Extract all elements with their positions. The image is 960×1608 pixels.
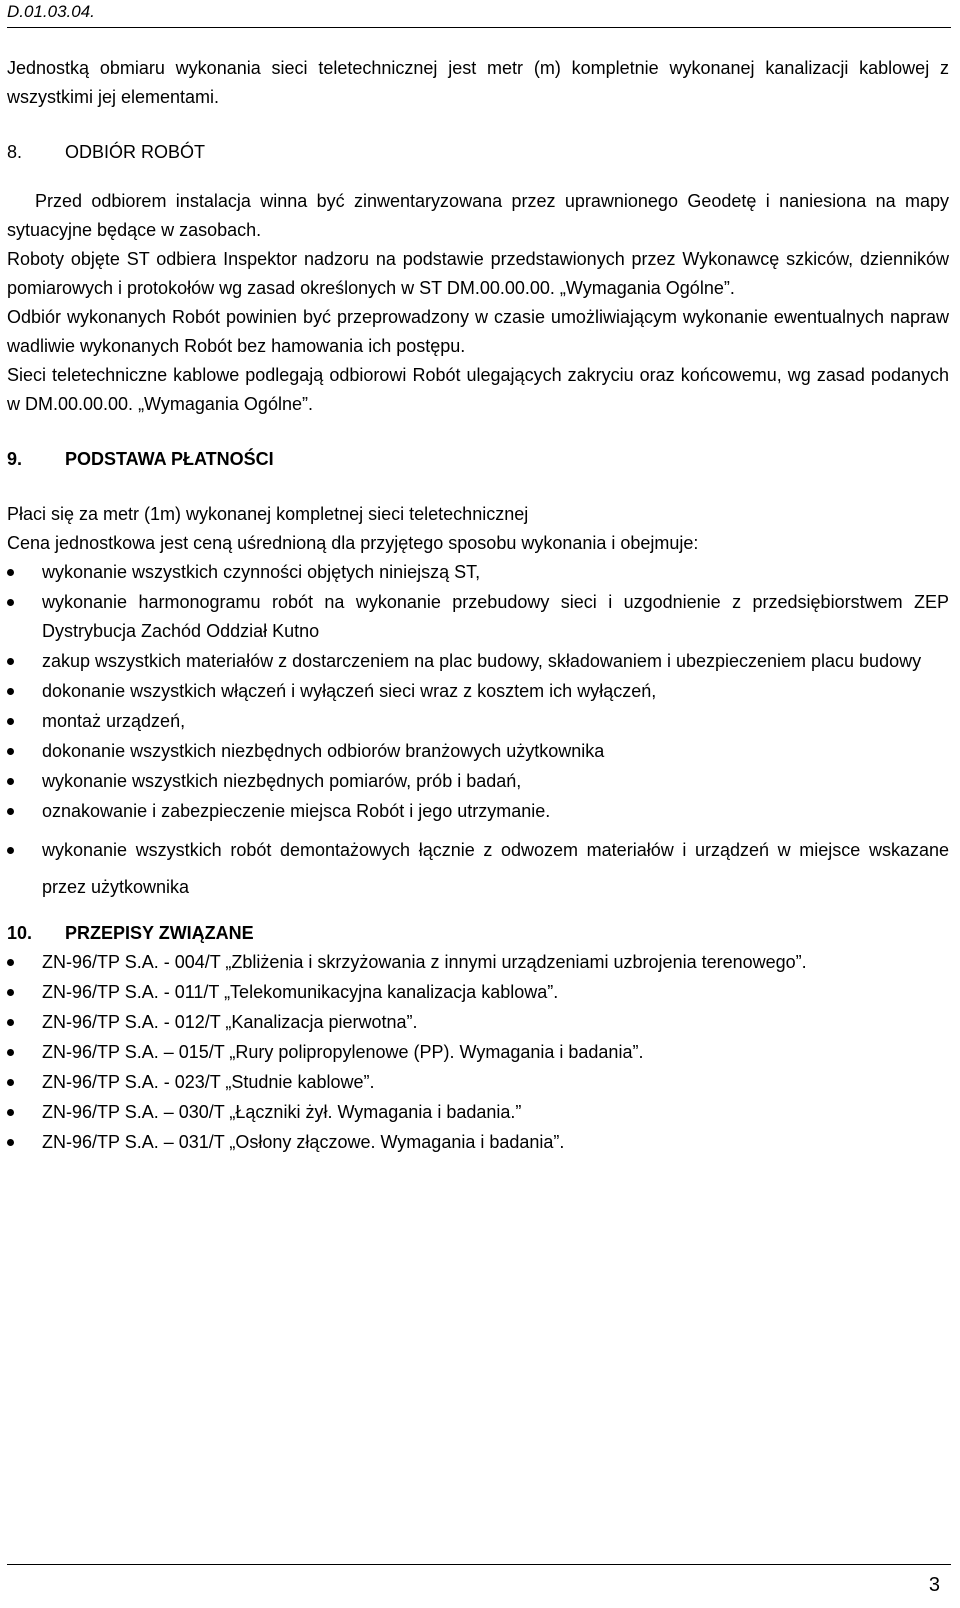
section-8-number: 8. (7, 142, 23, 162)
section-10-number: 10. (7, 923, 33, 943)
list-item: ZN-96/TP S.A. – 031/T „Osłony złączowe. Wymagania i badania”. (7, 1128, 949, 1157)
footer-divider (7, 1564, 951, 1565)
section-9-cost-items (7, 558, 949, 906)
list-item: ZN-96/TP S.A. - 011/T „Telekomunikacyjna kanalizacja kablowa”. (7, 978, 949, 1007)
bullet-icon (7, 1139, 14, 1146)
bullet-icon (7, 718, 14, 725)
list-item: ZN-96/TP S.A. - 004/T „Zbliżenia i skrzyżowania z innymi urządzeniami uzbrojenia terenowego”. (7, 948, 949, 977)
bullet-icon (7, 989, 14, 996)
list-item: wykonanie harmonogramu robót na wykonanie przebudowy sieci i uzgodnienie z przedsiębiorstwem ZEP Dystrybucja Zachód Oddział Kutno (7, 588, 949, 646)
section-8-paragraph-4: Sieci teletechniczne kablowe podlegają odbiorowi Robót ulegających zakryciu oraz końcowemu, wg zasad podanych w DM.00.00.00. „Wymagania Ogólne”. (7, 365, 949, 414)
list-item: ZN-96/TP S.A. – 015/T „Rury polipropylenowe (PP). Wymagania i badania”. (7, 1038, 949, 1067)
list-item: ZN-96/TP S.A. - 023/T „Studnie kablowe”. (7, 1068, 949, 1097)
bullet-icon (7, 658, 14, 665)
bullet-icon (7, 847, 14, 854)
bullet-icon (7, 1079, 14, 1086)
list-item: ZN-96/TP S.A. – 030/T „Łączniki żył. Wymagania i badania.” (7, 1098, 949, 1127)
list-item: zakup wszystkich materiałów z dostarczeniem na plac budowy, składowaniem i ubezpieczeniem placu budowy (7, 647, 949, 676)
bullet-icon (7, 748, 14, 755)
list-item: wykonanie wszystkich niezbędnych pomiarów, prób i badań, (7, 767, 949, 796)
list-item: dokonanie wszystkich włączeń i wyłączeń sieci wraz z kosztem ich wyłączeń, (7, 677, 949, 706)
bullet-icon (7, 1049, 14, 1056)
bullet-icon (7, 808, 14, 815)
section-8-title: ODBIÓR ROBÓT (65, 142, 206, 162)
bullet-icon (7, 688, 14, 695)
bullet-icon (7, 1109, 14, 1116)
list-item: wykonanie wszystkich robót demontażowych łącznie z odwozem materiałów i urządzeń w miejsce wskazane przez użytkownika (7, 832, 949, 906)
section-9-paragraph-1: Płaci się za metr (1m) wykonanej kompletnej sieci teletechnicznej (7, 504, 529, 524)
section-8-paragraph-1: Przed odbiorem instalacja winna być zinwentaryzowana przez uprawnionego Geodetę i naniesiona na mapy sytuacyjne będące w zasobach. (7, 191, 949, 240)
section-8-paragraph-2: Roboty objęte ST odbiera Inspektor nadzoru na podstawie przedstawionych przez Wykonawcę szkiców, dzienników pomiarowych i protokołów wg zasad określonych w ST DM.00.00.00. „Wymagania Ogólne”. (7, 249, 949, 298)
section-10-heading (7, 919, 949, 948)
section-10-title: PRZEPISY ZWIĄZANE (65, 923, 254, 943)
page-header (7, 0, 951, 28)
document-code: D.01.03.04. (7, 2, 95, 21)
section-9-paragraph-2: Cena jednostkowa jest ceną uśrednioną dla przyjętego sposobu wykonania i obejmuje: (7, 533, 699, 553)
bullet-icon (7, 599, 14, 606)
intro-paragraph: Jednostką obmiaru wykonania sieci teletechnicznej jest metr (m) kompletnie wykonanej kanalizacji kablowej z wszystkimi jej elementami. (7, 58, 949, 107)
bullet-icon (7, 778, 14, 785)
bullet-icon (7, 1019, 14, 1026)
section-9-heading (7, 445, 949, 474)
list-item: wykonanie wszystkich czynności objętych niniejszą ST, (7, 558, 949, 587)
page-content (7, 54, 949, 1158)
section-8-heading (7, 138, 949, 167)
list-item: ZN-96/TP S.A. - 012/T „Kanalizacja pierwotna”. (7, 1008, 949, 1037)
page-number: 3 (928, 1574, 940, 1596)
list-item: oznakowanie i zabezpieczenie miejsca Robót i jego utrzymanie. (7, 797, 949, 826)
bullet-icon (7, 569, 14, 576)
section-9-number: 9. (7, 449, 23, 469)
section-9-title: PODSTAWA PŁATNOŚCI (65, 449, 274, 469)
section-8-paragraph-3: Odbiór wykonanych Robót powinien być przeprowadzony w czasie umożliwiającym wykonanie ewentualnych napraw wadliwie wykonanych Robót bez hamowania ich postępu. (7, 307, 949, 356)
bullet-icon (7, 959, 14, 966)
list-item: montaż urządzeń, (7, 707, 949, 736)
list-item: dokonanie wszystkich niezbędnych odbiorów branżowych użytkownika (7, 737, 949, 766)
section-10-standards-list (7, 948, 949, 1157)
